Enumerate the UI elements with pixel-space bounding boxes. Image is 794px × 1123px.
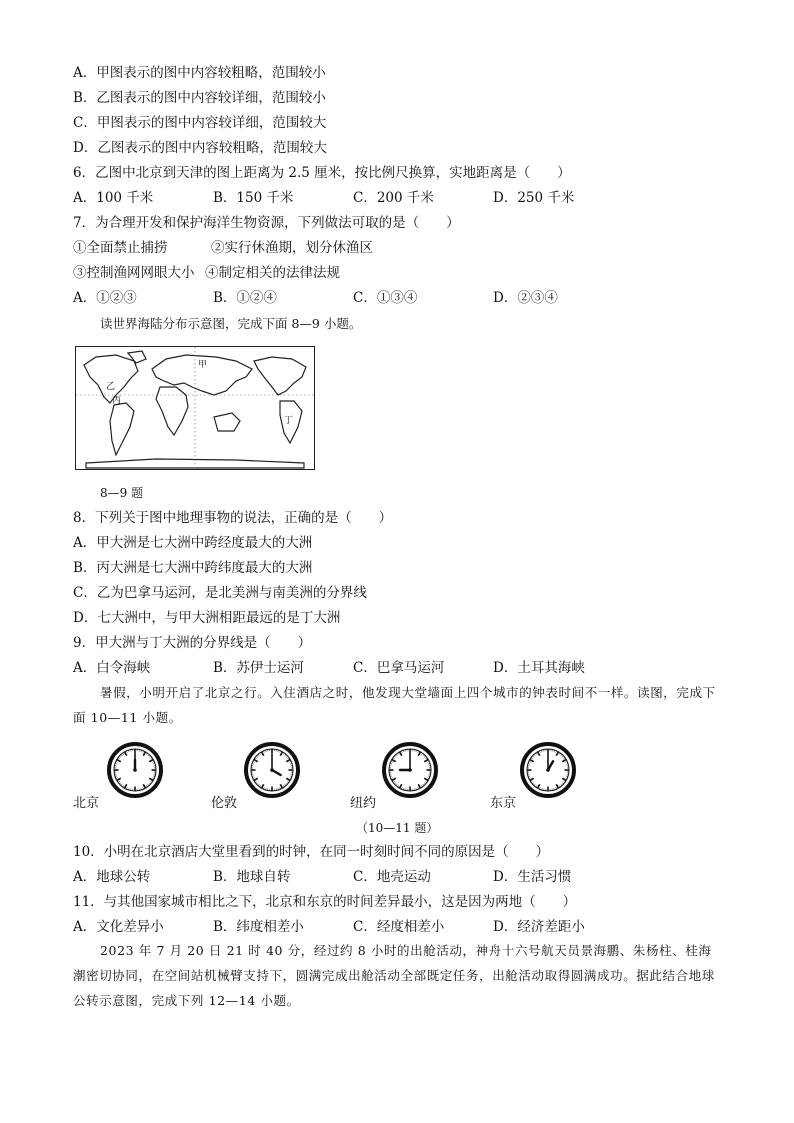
q6-option-c: C．200 千米 [353,190,434,206]
q5-option-c: C．甲图表示的图中内容较详细，范围较大 [73,115,327,131]
q7-option-a: A．①②③ [73,290,137,306]
clock-london [244,742,300,798]
clocks-caption: （10—11 题） [356,821,439,835]
q9-stem: 9．甲大洲与丁大洲的分界线是（ ） [73,635,312,651]
q7-option-c: C．①③④ [353,290,418,306]
q8-option-c: C．乙为巴拿马运河，是北美洲与南美洲的分界线 [73,585,367,601]
q10-option-b: B．地球自转 [213,869,291,885]
q6-stem: 6．乙图中北京到天津的图上距离为 2.5 厘米，按比例尺换算，实地距离是（ ） [73,165,571,181]
north-america-shape [84,355,138,403]
map-label-jia: 甲 [198,360,208,370]
q11-option-d: D．经济差距小 [493,919,585,935]
q6-option-b: B．150 千米 [213,190,294,206]
clock-label-beijing: 北京 [73,796,100,811]
q8-option-d: D．七大洲中，与甲大洲相距最远的是丁大洲 [73,610,341,626]
clock-beijing [107,742,163,798]
clock-label-tokyo: 东京 [490,796,517,811]
world-map-figure [76,347,314,469]
q7-item-2: ②实行休渔期，划分休渔区 [211,240,373,256]
clock-newyork [382,742,438,798]
q7-items-row2 [73,264,693,282]
q11-options [73,918,693,936]
q7-item-1: ①全面禁止捕捞 [73,240,168,256]
q7-option-d: D．②③④ [493,290,558,306]
q6-options [73,189,693,207]
clock-center [408,768,412,772]
q8-stem: 8．下列关于图中地理事物的说法，正确的是（ ） [73,510,393,526]
clock-center [270,768,274,772]
map-label-yi: 乙 [106,382,116,392]
map-label-ding: 丁 [284,416,294,426]
clock-tokyo [520,742,576,798]
clock-label-newyork: 纽约 [350,796,377,811]
map-label-bing: 丙 [112,396,122,406]
q9-option-d: D．土耳其海峡 [493,660,585,676]
q11-stem: 11．与其他国家城市相比之下，北京和东京的时间差异最小，这是因为两地（ ） [73,894,577,910]
q10-option-c: C．地壳运动 [353,869,431,885]
q9-option-b: B．苏伊士运河 [213,660,304,676]
q11-option-b: B．纬度相差小 [213,919,304,935]
q11-option-a: A．文化差异小 [73,919,164,935]
q5-option-b: B．乙图表示的图中内容较详细，范围较小 [73,90,326,106]
africa-shape [156,387,188,435]
q11-option-c: C．经度相差小 [353,919,445,935]
q9-options [73,659,693,677]
q7-item-3: ③控制渔网网眼大小 [73,265,195,281]
q10-option-a: A．地球公转 [73,869,151,885]
map-intro: 读世界海陆分布示意图，完成下面 8—9 小题。 [100,316,362,331]
north-america-repeat-shape [254,357,306,395]
q7-stem: 7．为合理开发和保护海洋生物资源，下列做法可取的是（ ） [73,215,460,231]
south-america-shape [110,403,134,455]
q10-stem: 10．小明在北京酒店大堂里看到的时钟，在同一时刻时间不同的原因是（ ） [73,844,550,860]
q10-options [73,868,693,886]
clock-center [546,768,550,772]
q10-option-d: D．生活习惯 [493,869,572,885]
clock-label-london: 伦敦 [211,796,238,811]
q6-option-a: A．100 千米 [73,190,154,206]
q7-option-b: B．①②④ [213,290,277,306]
q9-option-c: C．巴拿马运河 [353,660,445,676]
q7-items-row1 [73,239,693,257]
q6-option-d: D．250 千米 [493,190,575,206]
q8-option-a: A．甲大洲是七大洲中跨经度最大的大洲 [73,535,313,551]
q7-options [73,289,693,307]
clock-center [133,768,137,772]
q9-option-a: A．白令海峡 [73,660,151,676]
world-map [75,346,315,470]
australia-shape [214,413,240,431]
clock-intro: 暑假，小明开启了北京之行。入住酒店之时，他发现大堂墙面上四个城市的钟表时间不一样。读图，完成下面 10—11 小题。 [73,685,716,725]
q5-option-a: A．甲图表示的图中内容较粗略，范围较小 [73,65,326,81]
map-caption: 8—9 题 [100,486,144,500]
q8-option-b: B．丙大洲是七大洲中跨纬度最大的大洲 [73,560,313,576]
q7-item-4: ④制定相关的法律法规 [205,265,340,281]
final-intro: 2023 年 7 月 20 日 21 时 40 分，经过约 8 小时的出舱活动，神舟十六号航天员景海鹏、朱杨柱、桂海潮密切协同，在空间站机械臂支持下，圆满完成出舱活动全部既定任务，出舱活动取得圆满成功。据此结合地球公转示意图，完成下列 12—14 小题。 [73,943,715,1008]
q5-option-d: D．乙图表示的图中内容较粗略，范围较大 [73,140,327,156]
